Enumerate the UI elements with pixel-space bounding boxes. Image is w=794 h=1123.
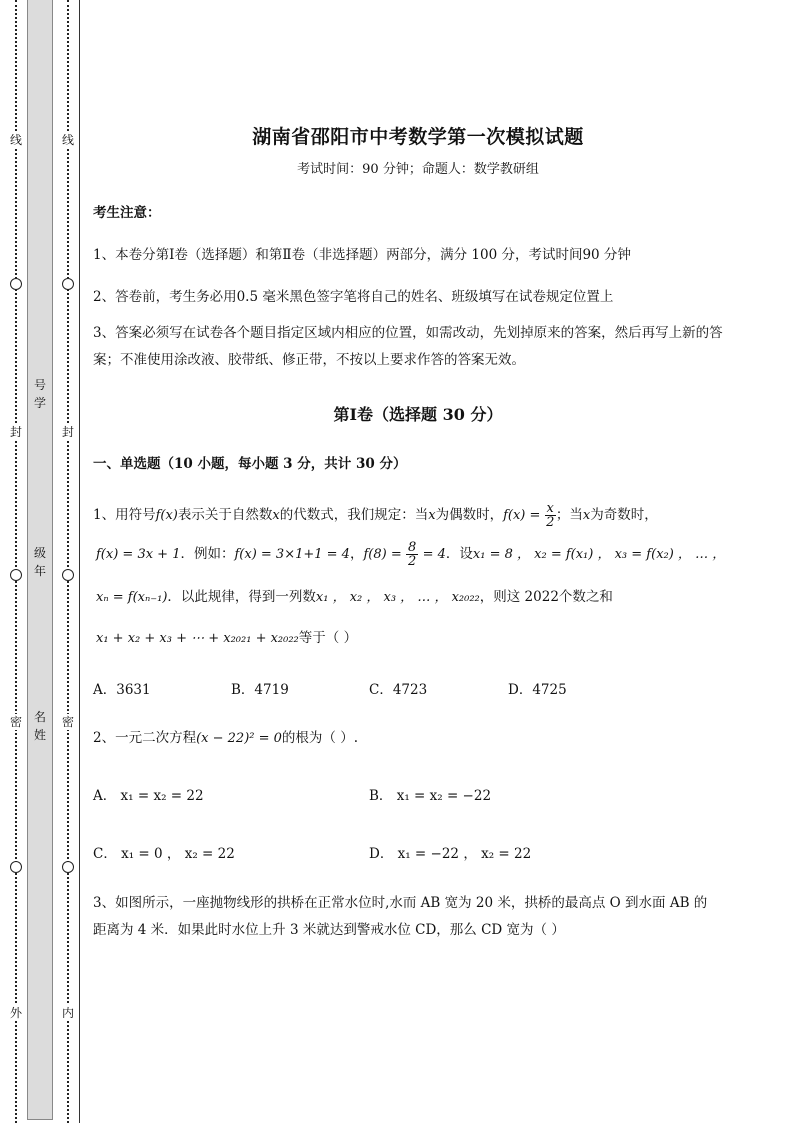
gutter-inner-circle [62, 569, 74, 581]
notice-item-3: 3、答案必须写在试卷各个题目指定区域内相应的位置，如需改动，先划掉原来的答案，然后再写上新的答案；不准使用涂改液、胶带纸、修正带，不按以上要求作答的答案无效。 [93, 325, 723, 368]
q1-math: f(8) = [363, 547, 402, 562]
q1-math: x₁ = 8 ， x₂ = f(x₁) ， x₃ = f(x₂) ， … ， [472, 547, 726, 562]
q1-line-2 [96, 541, 725, 568]
q2-option-c: C． x₁ = 0 ， x₂ = 22 [93, 846, 235, 862]
gutter-outer-circle [10, 861, 22, 873]
q1-fraction-2 [406, 541, 418, 568]
q1-text: 的代数式，我们规定：当 [279, 507, 429, 523]
q1-text: 1、用符号 [93, 507, 156, 523]
q1-fraction [545, 502, 556, 529]
q2-math: (x − 22)² = 0 [196, 731, 282, 746]
q1-math: x [428, 508, 436, 523]
q1-text: 为奇数时， [590, 507, 658, 523]
q1-math: f(x) [155, 508, 178, 523]
gutter-inner-word-inside: 内 [58, 1005, 78, 1021]
q1-text: ，则这 2022个数之和 [479, 589, 613, 605]
q1-fraction-num: x [546, 501, 554, 516]
q1-math: x [582, 508, 591, 523]
exam-title: 湖南省邵阳市中考数学第一次模拟试题 [252, 126, 584, 148]
q1-option-a: A．3631 [93, 682, 151, 698]
q1-line-3 [96, 585, 613, 605]
grade-label: 级 年 [33, 546, 46, 578]
q1-text: ．设 [445, 546, 473, 562]
q1-text: ．例如： [180, 546, 235, 562]
q2-text: 2、一元二次方程 [93, 730, 197, 746]
q2-option-b: B． x₁ = x₂ = −22 [369, 788, 492, 804]
q1-line-4 [96, 626, 357, 646]
gutter-inner-circle [62, 278, 74, 290]
q2-option-d: D． x₁ = −22 ， x₂ = 22 [369, 846, 532, 862]
q1-text: 表示关于自然数 [177, 507, 273, 523]
section-title: 第Ⅰ卷（选择题 30 分） [333, 405, 503, 424]
q1-text: ．以此规律，得到一列数 [167, 589, 316, 605]
q1-math: xₙ = f(xₙ₋₁) [96, 590, 168, 605]
student-id-label: 号 学 [33, 378, 46, 410]
part-heading: 一、单选题（10 小题，每小题 3 分，共计 30 分） [93, 456, 407, 472]
q1-fraction-den: 2 [546, 515, 555, 530]
name-label: 名 姓 [33, 710, 46, 742]
q1-text: ， [349, 546, 364, 562]
gutter-outer-circle [10, 569, 22, 581]
exam-subtitle: 考试时间：90 分钟；命题人：数学教研组 [297, 162, 539, 177]
gutter-outer-word-outside: 外 [6, 1005, 26, 1021]
q2-stem [93, 726, 358, 746]
gutter-outer-circle [10, 278, 22, 290]
q2-option-a: A． x₁ = x₂ = 22 [93, 788, 204, 804]
q3-line-2: 距离为 4 米．如果此时水位上升 3 米就达到警戒水位 CD，那么 CD 宽为（ ） [93, 922, 565, 938]
gutter-outer-word-seal: 封 [6, 424, 26, 440]
q1-text: 等于（ ） [298, 630, 358, 646]
q1-fraction-den: 2 [408, 554, 417, 569]
gutter-inner-word-secret: 密 [58, 714, 78, 730]
q1-option-b: B．4719 [231, 682, 289, 698]
q1-math: = 4 [422, 547, 446, 562]
q1-option-d: D．4725 [508, 682, 567, 698]
gutter-outer-word-secret: 密 [6, 714, 26, 730]
q1-math: x₁ + x₂ + x₃ + ⋯ + x₂₀₂₁ + x₂₀₂₂ [96, 631, 299, 646]
q1-fraction-num: 8 [408, 540, 417, 555]
q3-line-1: 3、如图所示，一座抛物线形的拱桥在正常水位时,水而 AB 宽为 20 米，拱桥的最高点 O 到水面 AB 的 [93, 895, 708, 911]
notice-heading: 考生注意： [93, 205, 161, 221]
q1-line-1: 1、用符号f(x)表示关于自然数x的代数式，我们规定：当x为偶数时，f(x) = $\frac{x}{2}$ ；当x为奇数时， [93, 501, 658, 530]
q1-math: f(x) = 3×1+1 = 4 [234, 547, 350, 562]
q1-option-c: C．4723 [369, 682, 428, 698]
q1-math: x₁ ， x₂ ， x₃ ， … ， x₂₀₂₂ [315, 590, 480, 605]
gutter-inner-word-seal: 封 [58, 424, 78, 440]
notice-item-2: 2、答卷前，考生务必用0.5 毫米黑色签字笔将自己的姓名、班级填写在试卷规定位置上 [93, 289, 614, 305]
q1-math: f(x) [503, 508, 526, 523]
notice-item-1: 1、本卷分第Ⅰ卷（选择题）和第Ⅱ卷（非选择题）两部分，满分 100 分，考试时间90 分钟 [93, 247, 631, 263]
q1-text: ；当 [555, 507, 583, 523]
q1-math: f(x) = 3x + 1 [96, 547, 181, 562]
q1-text: 为偶数时， [435, 507, 504, 523]
gutter-inner-word-line: 线 [58, 132, 78, 148]
q1-math: x [272, 508, 280, 523]
q2-text: 的根为（ ）. [281, 730, 359, 746]
gutter-inner-circle [62, 861, 74, 873]
gutter-outer-word-line: 线 [6, 132, 26, 148]
